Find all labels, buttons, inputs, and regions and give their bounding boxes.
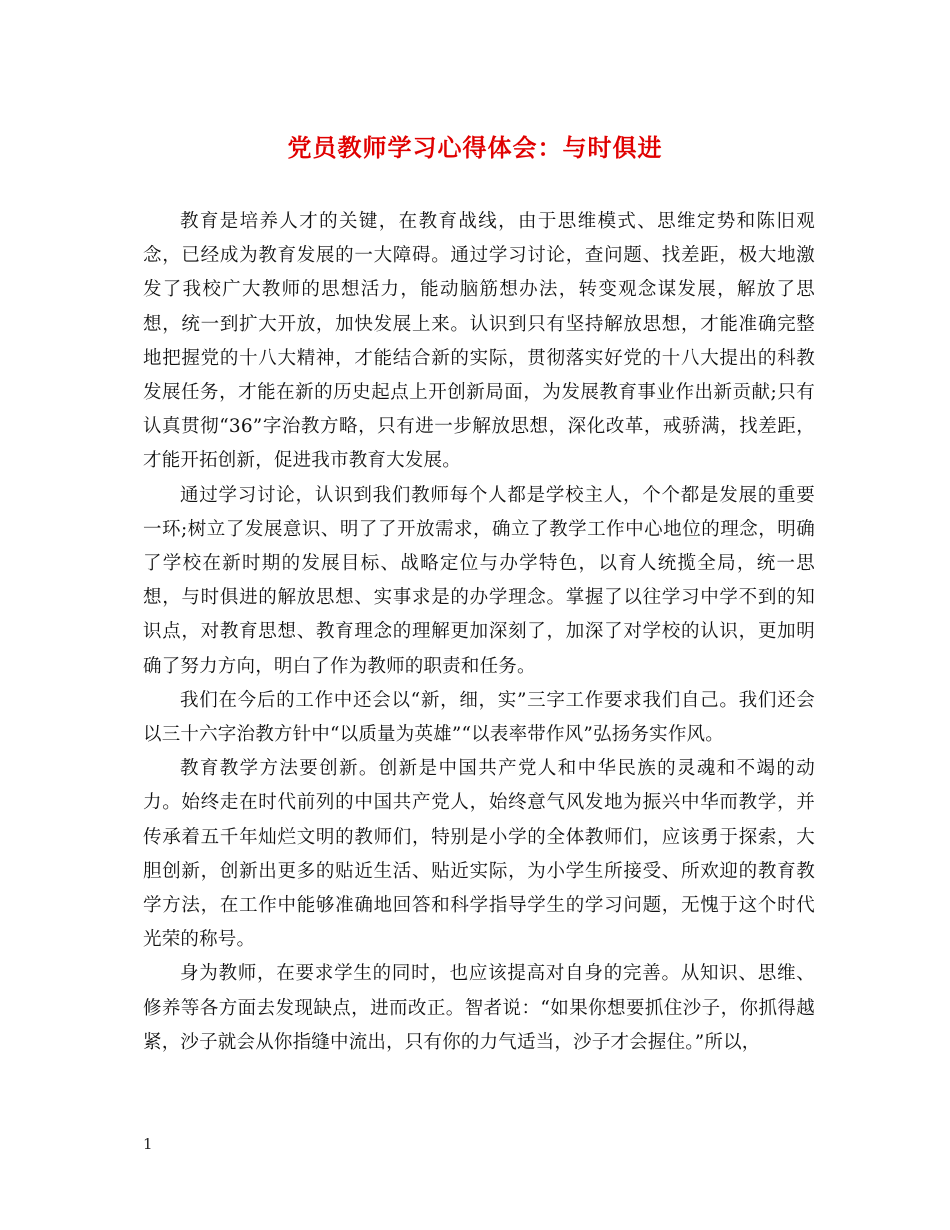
document-body <box>143 205 815 1060</box>
paragraph-2: 通过学习讨论，认识到我们教师每个人都是学校主人，个个都是发展的重要一环;树立了发展意识、明了了开放需求，确立了教学工作中心地位的理念，明确了学校在新时期的发展目标、战略定位与办学特色，以育人统揽全局，统一思想，与时俱进的解放思想、实事求是的办学理念。掌握了以往学习中学不到的知识点，对教育思想、教育理念的理解更加深刻了，加深了对学校的认识，更加明确了努力方向，明白了作为教师的职责和任务。 <box>143 484 815 677</box>
document-title: 党员教师学习心得体会：与时俱进 <box>287 134 663 162</box>
paragraph-5: 身为教师，在要求学生的同时，也应该提高对自身的完善。从知识、思维、修养等各方面去发现缺点，进而改正。智者说：“如果你想要抓住沙子，你抓得越紧，沙子就会从你指缝中流出，只有你的力气适当，沙子才会握住。”所以， <box>143 963 815 1053</box>
paragraph-1: 教育是培养人才的关键，在教育战线，由于思维模式、思维定势和陈旧观念，已经成为教育发展的一大障碍。通过学习讨论，查问题、找差距，极大地激发了我校广大教师的思想活力，能动脑筋想办法，转变观念谋发展，解放了思想，统一到扩大开放，加快发展上来。认识到只有坚持解放思想，才能准确完整地把握党的十八大精神，才能结合新的实际，贯彻落实好党的十八大提出的科教发展任务，才能在新的历史起点上开创新局面，为发展教育事业作出新贡献;只有认真贯彻“36”字治教方略，只有进一步解放思想，深化改革，戒骄满，找差距，才能开拓创新，促进我市教育大发展。 <box>143 211 815 472</box>
page-number: 1 <box>143 1135 153 1153</box>
paragraph-3: 我们在今后的工作中还会以“新，细，实”三字工作要求我们自己。我们还会以三十六字治教方针中“以质量为英雄”“以表率带作风”弘扬务实作风。 <box>143 689 815 746</box>
paragraph-4: 教育教学方法要创新。创新是中国共产党人和中华民族的灵魂和不竭的动力。始终走在时代前列的中国共产党人，始终意气风发地为振兴中华而教学，并传承着五千年灿烂文明的教师们，特别是小学的全体教师们，应该勇于探索，大胆创新，创新出更多的贴近生活、贴近实际，为小学生所接受、所欢迎的教育教学方法，在工作中能够准确地回答和科学指导学生的学习问题，无愧于这个时代光荣的称号。 <box>143 758 815 951</box>
